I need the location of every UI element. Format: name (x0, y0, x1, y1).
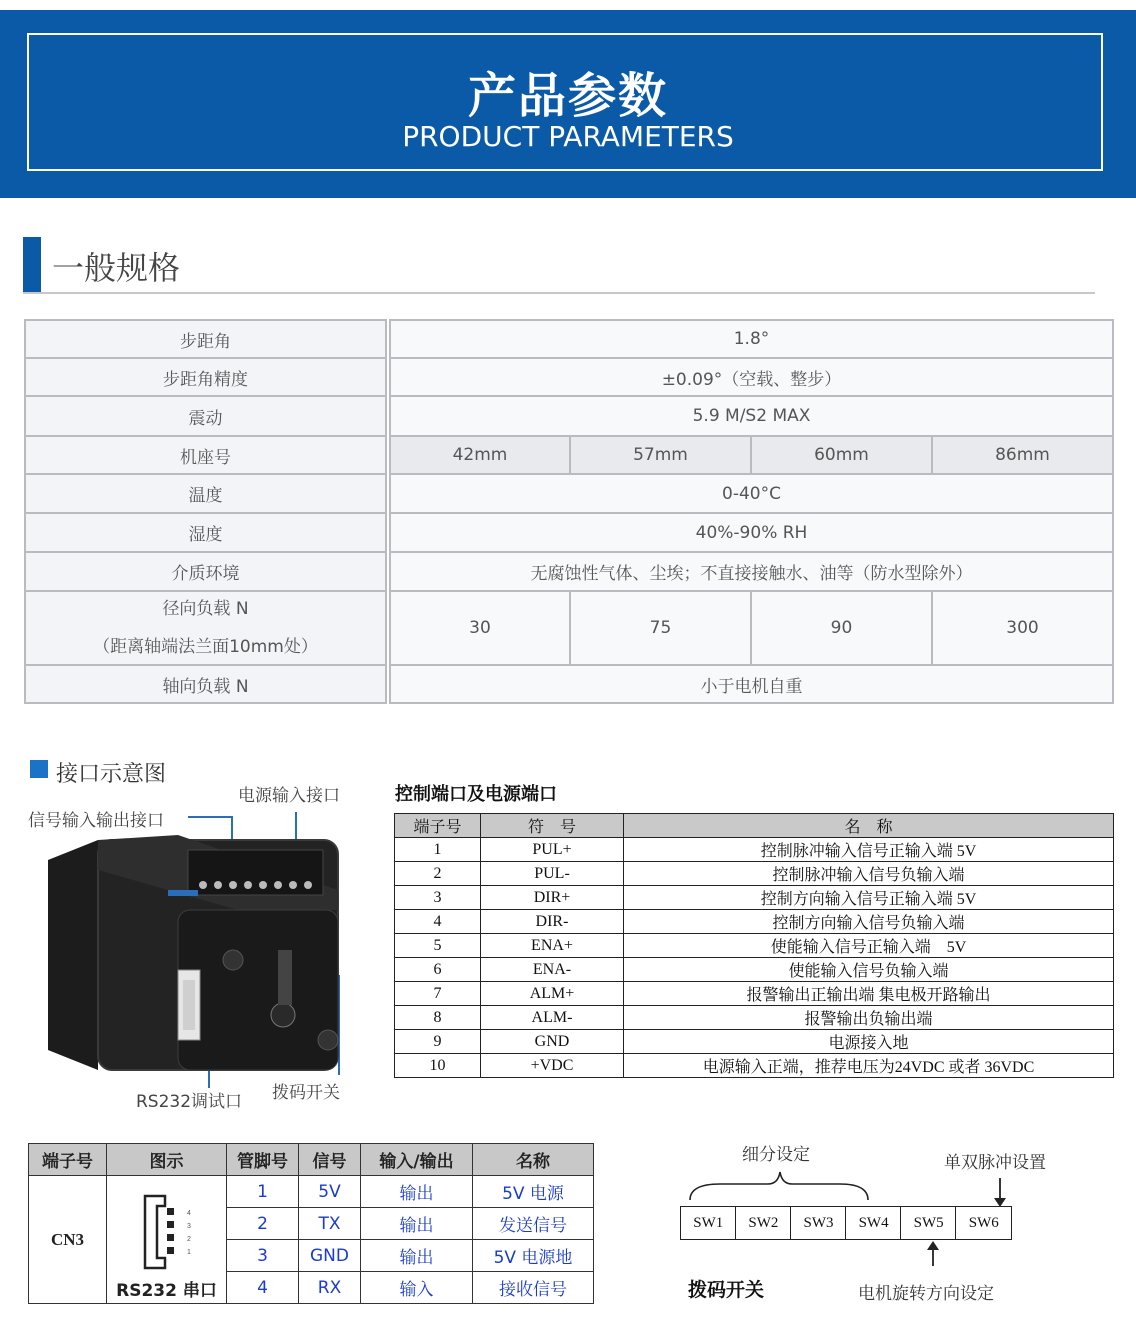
cell: 2 (227, 1208, 299, 1240)
cell: 1 (395, 838, 481, 862)
table-row (395, 910, 1114, 934)
spec-label: 步距角 (24, 319, 387, 359)
cell: 输出 (361, 1240, 473, 1272)
cell: 控制脉冲输入信号正输入端 5V (624, 838, 1114, 862)
column-header: 名 称 (624, 814, 1114, 838)
spec-label: 介质环境 (24, 551, 387, 592)
cell: PUL+ (481, 838, 624, 862)
cell: DIR+ (481, 886, 624, 910)
table-row (395, 838, 1114, 862)
cell: 2 (395, 862, 481, 886)
spec-cell: 30 (389, 590, 571, 666)
control-table-title: 控制端口及电源端口 (395, 784, 557, 805)
label-signal-io: 信号输入输出接口 (28, 811, 164, 831)
spec-row-frame (24, 435, 1114, 475)
spec-label: 震动 (24, 395, 387, 437)
cell: 5V 电源 (473, 1176, 594, 1208)
dip-switch-caption: 拨码开关 (688, 1279, 765, 1301)
table-row (395, 982, 1114, 1006)
spec-label: 温度 (24, 473, 387, 514)
table-header-row (29, 1144, 594, 1176)
cell: 5V (299, 1176, 361, 1208)
connector-caption: RS232 串口 (116, 1281, 217, 1301)
dip-switch-row (680, 1206, 1020, 1240)
cell: 6 (395, 958, 481, 982)
cell: GND (481, 1030, 624, 1054)
spec-row-vibration (24, 395, 1114, 437)
cell: 1 (227, 1176, 299, 1208)
cell: GND (299, 1240, 361, 1272)
cell: ENA- (481, 958, 624, 982)
spec-cell: 86mm (931, 435, 1114, 475)
spec-label-line2: （距离轴端法兰面10mm处） (93, 637, 318, 657)
label-dip-switch: 拨码开关 (272, 1083, 340, 1103)
rs232-connector-icon (127, 1188, 207, 1276)
column-header: 端子号 (29, 1144, 107, 1176)
cell: ALM+ (481, 982, 624, 1006)
svg-text:3: 3 (186, 1223, 191, 1230)
spec-cell: 75 (569, 590, 752, 666)
motor-image (38, 830, 358, 1080)
table-row (395, 958, 1114, 982)
control-port-table (394, 813, 1114, 1078)
section-marker-small (30, 760, 48, 778)
spec-row-radial-load (24, 590, 1114, 666)
spec-cell: 300 (931, 590, 1114, 666)
cell: 使能输入信号正输入端 5V (624, 934, 1114, 958)
dip-switch-sw5: SW5 (900, 1206, 957, 1240)
table-row (395, 1030, 1114, 1054)
spec-value: 无腐蚀性气体、尘埃；不直接接触水、油等（防水型除外） (389, 551, 1114, 592)
spec-label: 轴向负载 N (24, 664, 387, 704)
spec-row-step-accuracy (24, 357, 1114, 397)
dip-switch-sw2: SW2 (735, 1206, 792, 1240)
section-title-interface: 接口示意图 (56, 762, 167, 787)
dip-switch-sw1: SW1 (680, 1206, 737, 1240)
cell: 输出 (361, 1176, 473, 1208)
label-rs232: RS232调试口 (136, 1092, 243, 1112)
page-subtitle: PRODUCT PARAMETERS (402, 120, 734, 153)
column-header: 图示 (107, 1144, 227, 1176)
cell: +VDC (481, 1054, 624, 1078)
spec-label (24, 590, 387, 666)
cell: 7 (395, 982, 481, 1006)
table-row (395, 1006, 1114, 1030)
table-row (395, 934, 1114, 958)
spec-label: 机座号 (24, 435, 387, 475)
cell: 3 (227, 1240, 299, 1272)
spec-value: 0-40°C (389, 473, 1114, 514)
label-subdivision: 细分设定 (742, 1145, 810, 1165)
dip-switch-sw6: SW6 (955, 1206, 1012, 1240)
spec-cell: 57mm (569, 435, 752, 475)
spec-label: 步距角精度 (24, 357, 387, 397)
svg-text:2: 2 (186, 1236, 191, 1243)
spec-row-temperature (24, 473, 1114, 514)
cell: ALM- (481, 1006, 624, 1030)
annotation-line (188, 816, 232, 818)
table-header-row (395, 814, 1114, 838)
cell: 输出 (361, 1208, 473, 1240)
dip-switch-sw3: SW3 (790, 1206, 847, 1240)
table-row (395, 1054, 1114, 1078)
column-header: 信号 (299, 1144, 361, 1176)
column-header: 符 号 (481, 814, 624, 838)
spec-row-environment (24, 551, 1114, 592)
connector-diagram (107, 1176, 227, 1304)
column-header: 名称 (473, 1144, 594, 1176)
spec-value: 1.8° (389, 319, 1114, 359)
cell: 4 (227, 1272, 299, 1304)
cell: 8 (395, 1006, 481, 1030)
cell: 4 (395, 910, 481, 934)
section-marker (23, 237, 41, 294)
section-title-general: 一般规格 (52, 249, 181, 287)
svg-text:4: 4 (186, 1210, 191, 1217)
cn3-table (28, 1143, 594, 1304)
svg-text:1: 1 (186, 1249, 191, 1256)
cell: ENA+ (481, 934, 624, 958)
spec-value: 40%-90% RH (389, 512, 1114, 553)
label-direction: 电机旋转方向设定 (858, 1284, 994, 1304)
cell: 5V 电源地 (473, 1240, 594, 1272)
label-power-input: 电源输入接口 (238, 786, 340, 806)
label-pulse-mode: 单双脉冲设置 (944, 1153, 1046, 1173)
column-header: 输入/输出 (361, 1144, 473, 1176)
spec-value: ±0.09°（空载、整步） (389, 357, 1114, 397)
column-header: 端子号 (395, 814, 481, 838)
spec-label: 湿度 (24, 512, 387, 553)
dip-switch-sw4: SW4 (845, 1206, 902, 1240)
spec-cell: 90 (750, 590, 933, 666)
cell: 发送信号 (473, 1208, 594, 1240)
spec-row-step-angle (24, 319, 1114, 359)
spec-value: 小于电机自重 (389, 664, 1114, 704)
cell: 控制脉冲输入信号负输入端 (624, 862, 1114, 886)
cell: RX (299, 1272, 361, 1304)
cell: 输入 (361, 1272, 473, 1304)
spec-value: 5.9 M/S2 MAX (389, 395, 1114, 437)
spec-cell: 42mm (389, 435, 571, 475)
cell: TX (299, 1208, 361, 1240)
cell: 接收信号 (473, 1272, 594, 1304)
table-row (29, 1176, 594, 1208)
cell: 控制方向输入信号正输入端 5V (624, 886, 1114, 910)
cell: 3 (395, 886, 481, 910)
spec-label-line1: 径向负载 N (162, 599, 249, 619)
spec-row-humidity (24, 512, 1114, 553)
page-title: 产品参数 (467, 68, 668, 124)
cell: 使能输入信号负输入端 (624, 958, 1114, 982)
cell: 10 (395, 1054, 481, 1078)
cell: 电源接入地 (624, 1030, 1114, 1054)
cell: 电源输入正端，推荐电压为24VDC 或者 36VDC (624, 1054, 1114, 1078)
port-name: CN3 (29, 1176, 107, 1304)
cell: 报警输出负输出端 (624, 1006, 1114, 1030)
cell: 5 (395, 934, 481, 958)
cell: PUL- (481, 862, 624, 886)
cell: 控制方向输入信号负输入端 (624, 910, 1114, 934)
table-row (395, 862, 1114, 886)
cell: 报警输出正输出端 集电极开路输出 (624, 982, 1114, 1006)
spec-row-axial-load (24, 664, 1114, 704)
cell: DIR- (481, 910, 624, 934)
table-row (395, 886, 1114, 910)
spec-cell: 60mm (750, 435, 933, 475)
cell: 9 (395, 1030, 481, 1054)
section-divider (23, 292, 1095, 294)
header-banner (0, 10, 1136, 198)
column-header: 管脚号 (227, 1144, 299, 1176)
